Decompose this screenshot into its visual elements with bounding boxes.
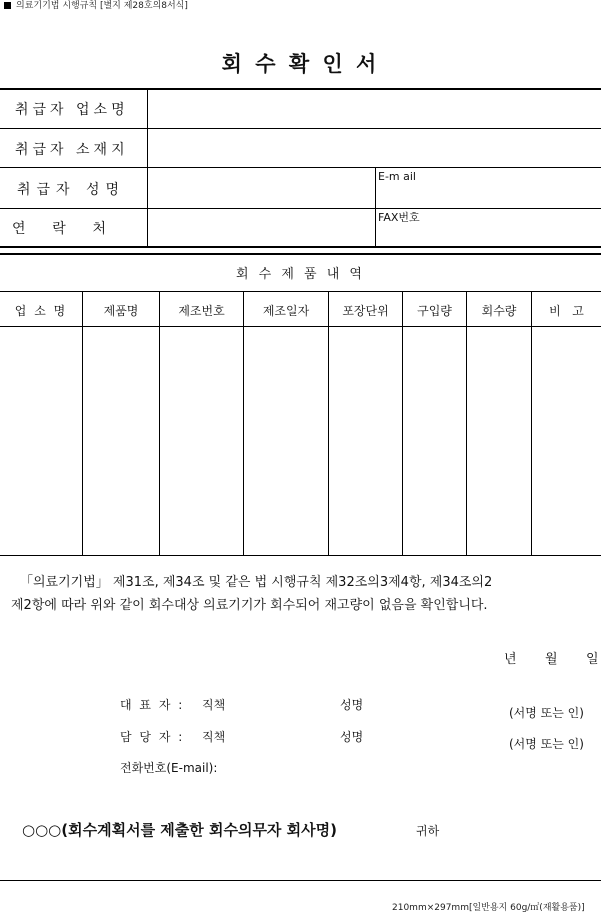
address-label: 취급자 소재지 [15, 142, 129, 158]
info-row-divider [0, 128, 601, 129]
contact-field[interactable] [149, 210, 374, 245]
business-name-label: 취급자 업소명 [15, 102, 129, 118]
manager-label: 담 당 자 : [120, 730, 185, 744]
info-table-bottom-border [0, 246, 601, 248]
column-header-lot-number: 제조번호 [178, 304, 225, 318]
manager-signature-label: (서명 또는 인) [509, 737, 584, 751]
date-month-label: 월 [545, 652, 558, 667]
contact-label: 연 락 처 [12, 221, 106, 237]
email-field[interactable] [377, 184, 599, 207]
fax-label: FAX번호 [378, 211, 420, 224]
recall-section-title: 회 수 제 품 내 역 [235, 267, 365, 282]
phone-email-label: 전화번호(E-mail): [120, 761, 218, 775]
representative-name-label: 성명 [340, 698, 364, 712]
addressee-name: ○○○(회수계획서를 제출한 회수의무자 회사명) [22, 821, 337, 839]
recall-table-body[interactable] [0, 327, 601, 555]
email-label: E-m ail [378, 170, 416, 183]
representative-signature-label: (서명 또는 인) [509, 706, 584, 720]
column-header-remarks: 비 고 [549, 304, 584, 318]
form-reference: 의료기기법 시행규칙 [별지 제28호의8서식] [16, 1, 188, 11]
person-name-label: 취급자 성명 [17, 182, 126, 198]
date-day-label: 일 [586, 652, 599, 667]
recall-section-top-border [0, 253, 601, 255]
recall-header-top-line [0, 291, 601, 292]
address-field[interactable] [149, 130, 599, 166]
info-row-divider [0, 208, 601, 209]
statement-line-2: 제2항에 따라 위와 같이 회수대상 의료기기가 회수되어 재고량이 없음을 확인합니다. [11, 598, 488, 613]
info-row-divider [0, 167, 601, 168]
addressee-suffix: 귀하 [416, 824, 440, 838]
manager-position-label: 직책 [202, 730, 226, 744]
paper-spec: 210mm×297mm[일반용지 60g/㎡(재활용품)] [392, 903, 585, 913]
recall-table-bottom-border [0, 555, 601, 556]
document-title: 회 수 확 인 서 [221, 52, 380, 76]
fax-field[interactable] [377, 223, 599, 245]
footer-divider [0, 880, 601, 881]
column-header-recall-qty: 회수량 [481, 304, 517, 318]
column-header-package-unit: 포장단위 [342, 304, 389, 318]
statement-line-1: 「의료기기법」 제31조, 제34조 및 같은 법 시행규칙 제32조의3제4항, 제34조의2 [20, 575, 493, 590]
business-name-field[interactable] [149, 90, 599, 127]
column-header-business: 업 소 명 [14, 304, 68, 318]
person-name-field[interactable] [149, 169, 374, 207]
column-header-product: 제품명 [103, 304, 139, 318]
manager-name-label: 성명 [340, 730, 364, 744]
column-header-manufacture-date: 제조일자 [262, 304, 310, 318]
info-label-divider [147, 89, 148, 247]
representative-position-label: 직책 [202, 698, 226, 712]
black-square-icon [4, 2, 11, 9]
column-header-purchase-qty: 구입량 [417, 304, 452, 318]
date-year-label: 년 [504, 652, 517, 667]
representative-label: 대 표 자 : [120, 698, 185, 712]
info-email-divider [375, 168, 376, 247]
